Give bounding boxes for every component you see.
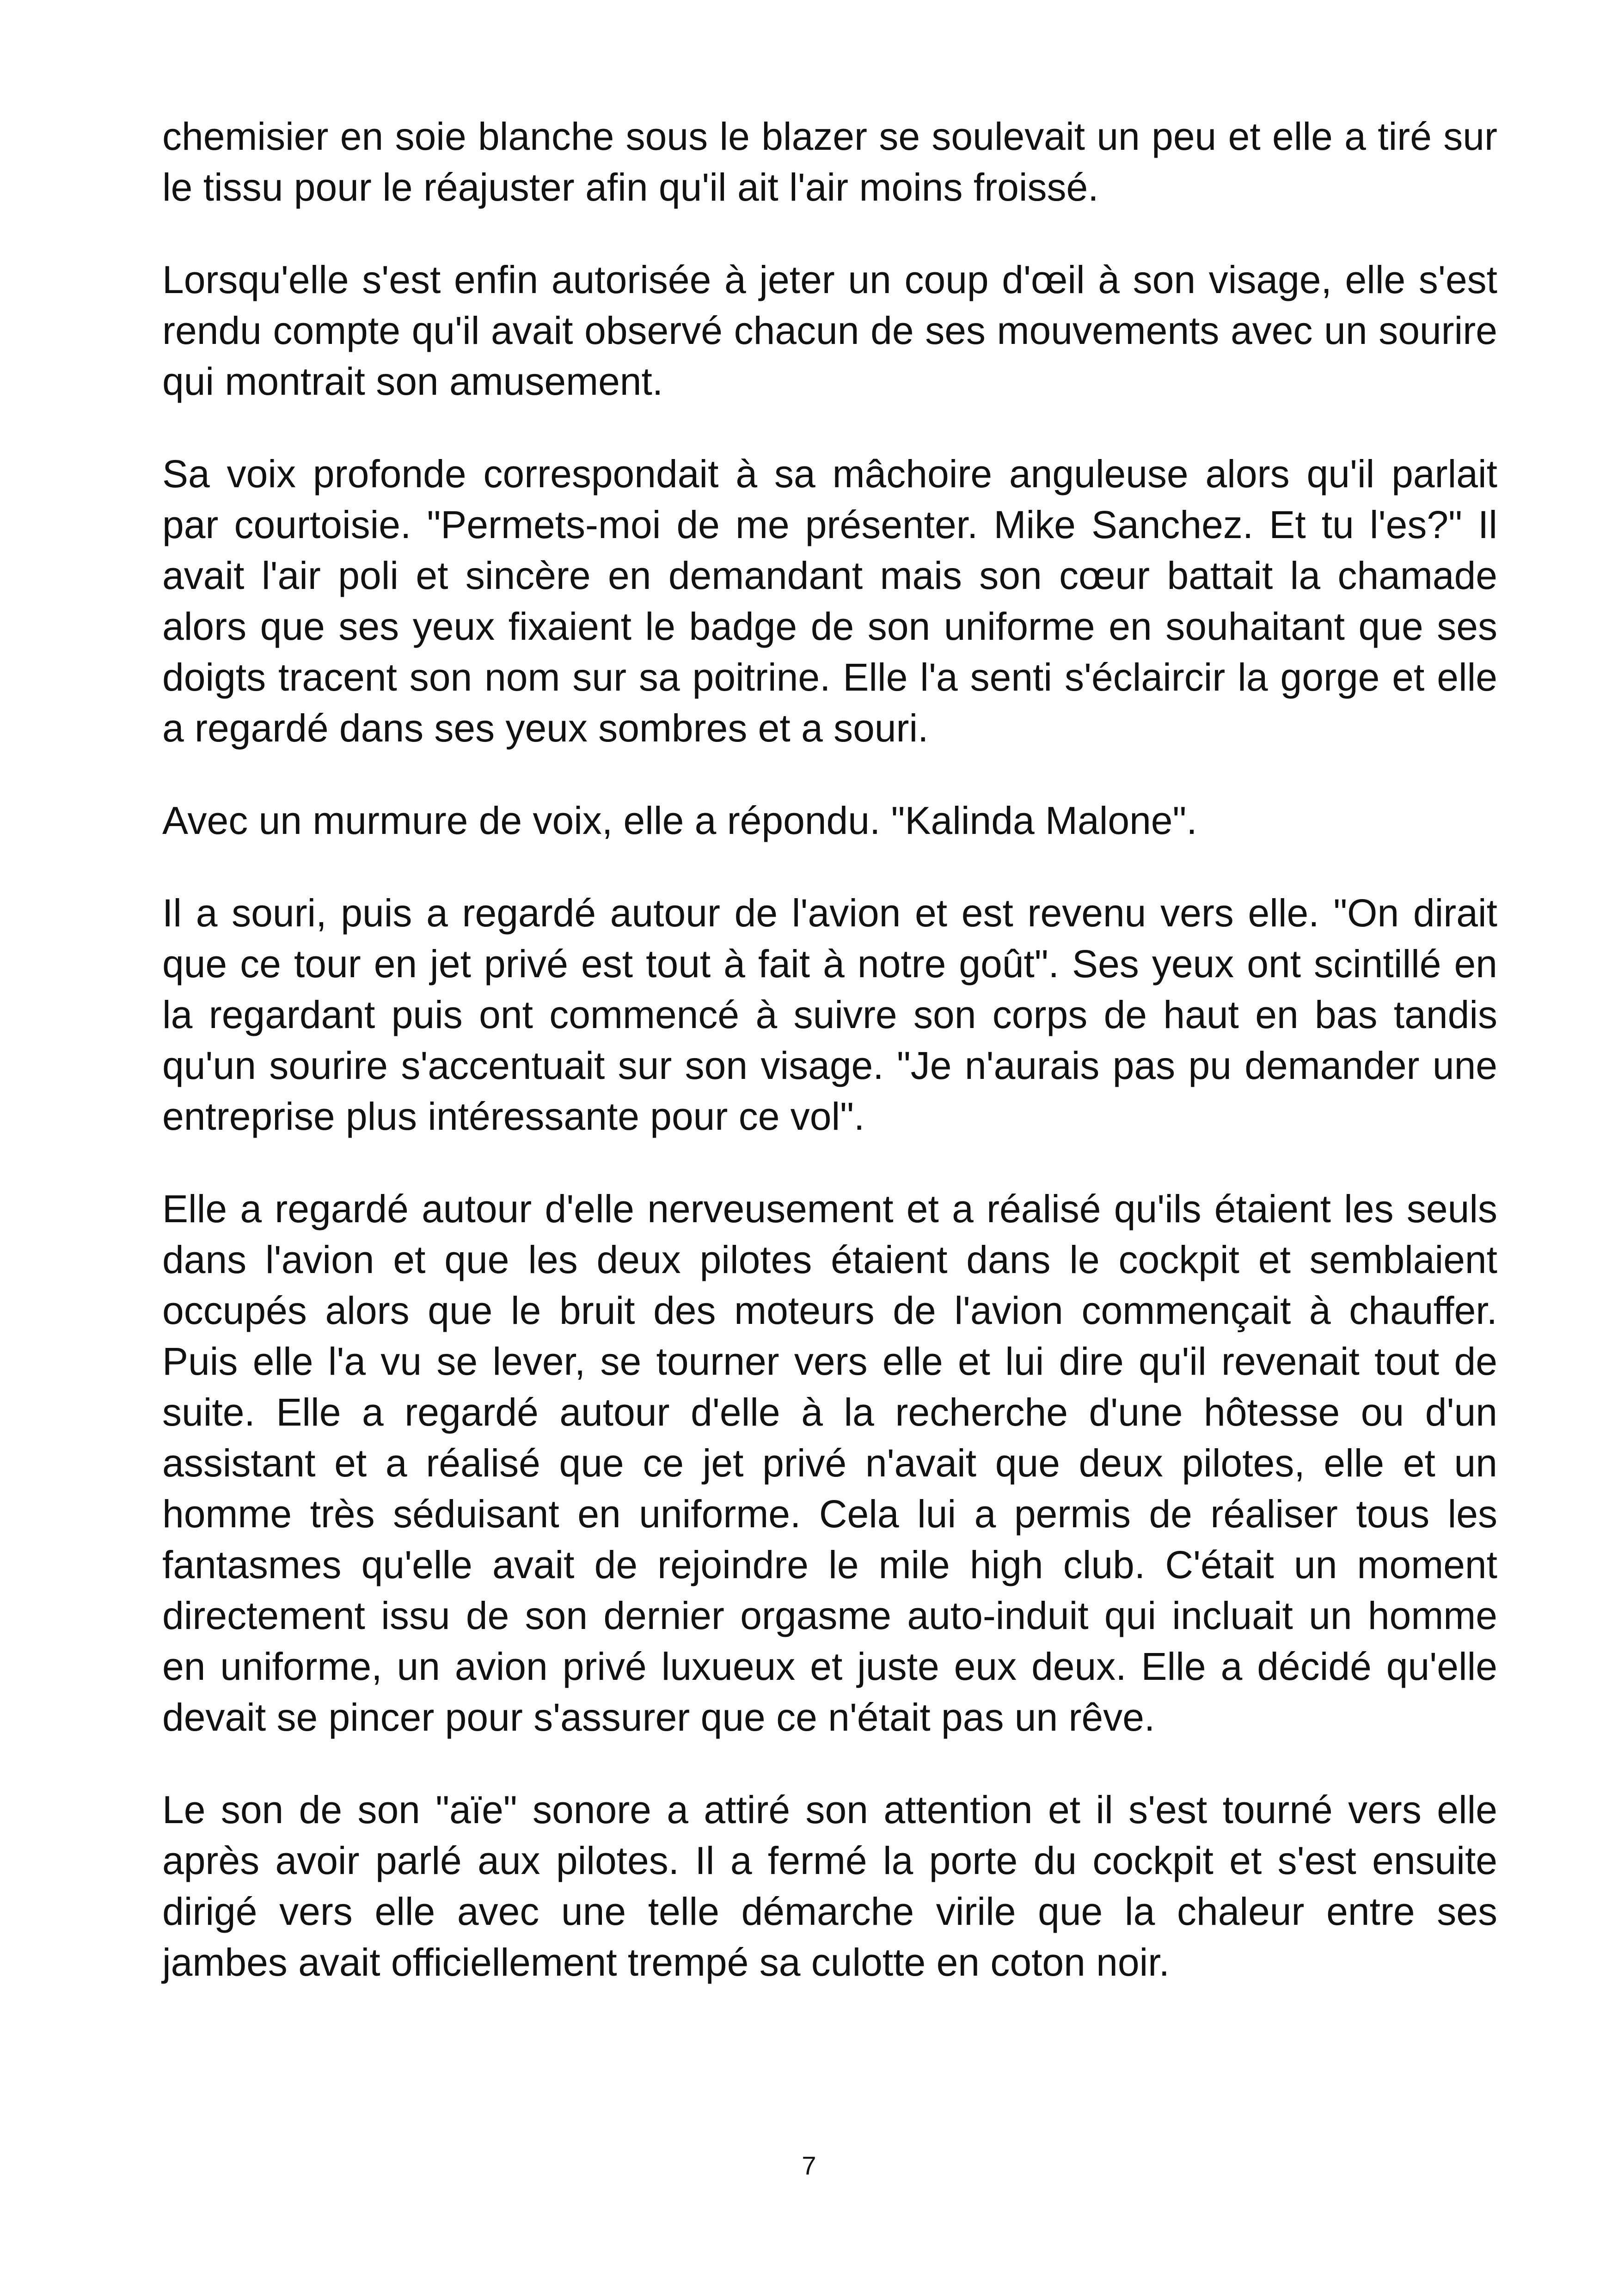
paragraph-2: Lorsqu'elle s'est enfin autorisée à jeter un coup d'œil à son visage, elle s'est rendu compte qu'il avait observé chacun de ses mouvements avec un sourire qui montrait son amusement. [162,258,1497,403]
paragraph-1: chemisier en soie blanche sous le blazer se soulevait un peu et elle a tiré sur le tissu pour le réajuster afin qu'il ait l'air moins froissé. [162,115,1497,209]
paragraph-4: Avec un murmure de voix, elle a répondu. "Kalinda Malone". [162,799,1197,842]
page-body [162,111,1497,2029]
paragraph-7: Le son de son "aïe" sonore a attiré son attention et il s'est tourné vers elle après avoir parlé aux pilotes. Il a fermé la porte du cockpit et s'est ensuite dirigé vers elle avec une telle démarche virile que la chaleur entre ses jambes avait officiellement trempé sa culotte en coton noir. [162,1788,1497,1984]
paragraph-3: Sa voix profonde correspondait à sa mâchoire anguleuse alors qu'il parlait par courtoisie. "Permets-moi de me présenter. Mike Sanchez. Et tu l'es?" Il avait l'air poli et sincère en demandant mais son cœur battait la chamade alors que ses yeux fixaient le badge de son uniforme en souhaitant que ses doigts tracent son nom sur sa poitrine. Elle l'a senti s'éclaircir la gorge et elle a regardé dans ses yeux sombres et a souri. [162,452,1497,750]
paragraph-6: Elle a regardé autour d'elle nerveusement et a réalisé qu'ils étaient les seuls dans l'avion et que les deux pilotes étaient dans le cockpit et semblaient occupés alors que le bruit des moteurs de l'avion commençait à chauffer. Puis elle l'a vu se lever, se tourner vers elle et lui dire qu'il revenait tout de suite. Elle a regardé autour d'elle à la recherche d'une hôtesse ou d'un assistant et a réalisé que ce jet privé n'avait que deux pilotes, elle et un homme très séduisant en uniforme. Cela lui a permis de réaliser tous les fantasmes qu'elle avait de rejoindre le mile high club. C'était un moment directement issu de son dernier orgasme auto-induit qui incluait un homme en uniforme, un avion privé luxueux et juste eux deux. Elle a décidé qu'elle devait se pincer pour s'assurer que ce n'était pas un rêve. [162,1187,1497,1739]
page-number: 7 [802,2151,816,2180]
paragraph-5: Il a souri, puis a regardé autour de l'avion et est revenu vers elle. "On dirait que ce tour en jet privé est tout à fait à notre goût". Ses yeux ont scintillé en la regardant puis ont commencé à suivre son corps de haut en bas tandis qu'un sourire s'accentuait sur son visage. "Je n'aurais pas pu demander une entreprise plus intéressante pour ce vol". [162,891,1497,1138]
